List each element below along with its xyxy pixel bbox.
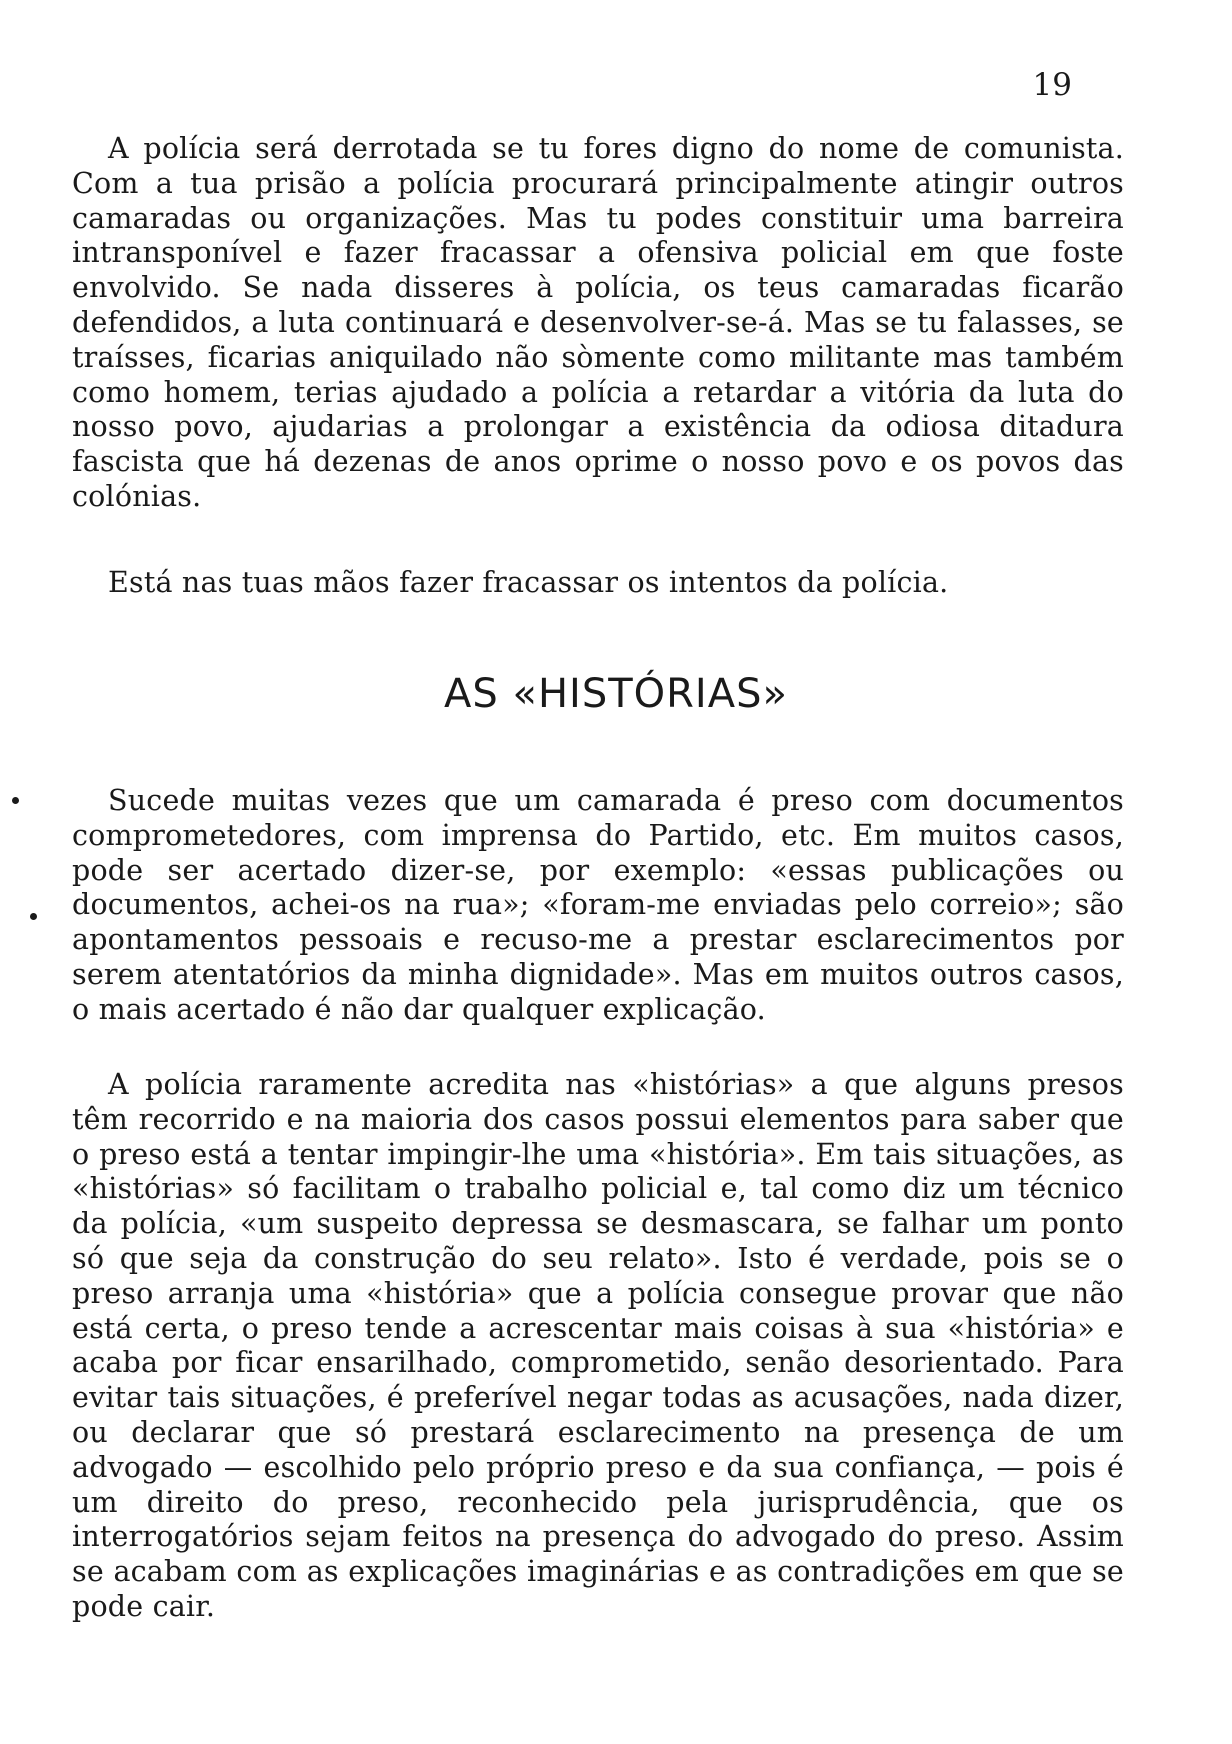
margin-dot-mark [30,913,37,920]
section-heading: AS «HISTÓRIAS» [444,671,788,717]
paragraph-text: Está nas tuas mãos fazer fracassar os intentos da polícia. [108,566,949,599]
paragraph-stories [72,1068,1124,1625]
paragraph-documents [72,784,1124,1028]
paragraph-text: A polícia raramente acredita nas «histórias» a que alguns presos têm recorrido e na maioria dos casos possui elementos para saber que o preso está a tentar impingir-lhe uma «história». Em tais situações, as «histórias» só facilitam o trabalho policial e, tal como diz um técnico da polícia, «um suspeito depressa se desmascara, se falhar um ponto só que seja da construção do seu relato». Isto é verdade, pois se o preso arranja uma «história» que a polícia consegue provar que não está certa, o preso tende a acrescentar mais coisas à sua «história» e acaba por ficar ensarilhado, comprometido, senão desorientado. Para evitar tais situações, é preferível negar todas as acusações, nada dizer, ou declarar que só prestará esclarecimento na presença de um advogado — escolhido pelo próprio preso e da sua confiança, — pois é um direito do preso, reconhecido pela jurisprudência, que os interrogatórios sejam feitos na presença do advogado do preso. Assim se acabam com as explicações imaginárias e as contradições em que se pode cair. [72,1068,1124,1623]
page-number: 19 [1032,67,1072,103]
paragraph-police-defeat [72,132,1124,515]
paragraph-text: Sucede muitas vezes que um camarada é preso com documentos comprometedores, com imprensa do Partido, etc. Em muitos casos, pode ser acertado dizer-se, por exemplo: «essas publicações ou documentos, achei-os na rua»; «foram-me enviadas pelo correio»; são apontamentos pessoais e recuso-me a prestar esclarecimentos por serem atentatórios da minha dignidade». Mas em muitos outros casos, o mais acertado é não dar qualquer explicação. [72,784,1124,1026]
margin-dot-mark [12,797,19,804]
paragraph-text: A polícia será derrotada se tu fores digno do nome de comunista. Com a tua prisão a polícia procurará principalmente atingir outros camaradas ou organizações. Mas tu podes constituir uma barreira intransponível e fazer fracassar a ofensiva policial em que foste envolvido. Se nada disseres à polícia, os teus camaradas ficarão defendidos, a luta continuará e desenvolver-se-á. Mas se tu falasses, se traísses, ficarias aniquilado não sòmente como militante mas também como homem, terias ajudado a polícia a retardar a vitória da luta do nosso povo, ajudarias a prolongar a existência da odiosa ditadura fascista que há dezenas de anos oprime o nosso povo e os povos das colónias. [72,132,1124,513]
paragraph-your-hands [72,566,1124,601]
